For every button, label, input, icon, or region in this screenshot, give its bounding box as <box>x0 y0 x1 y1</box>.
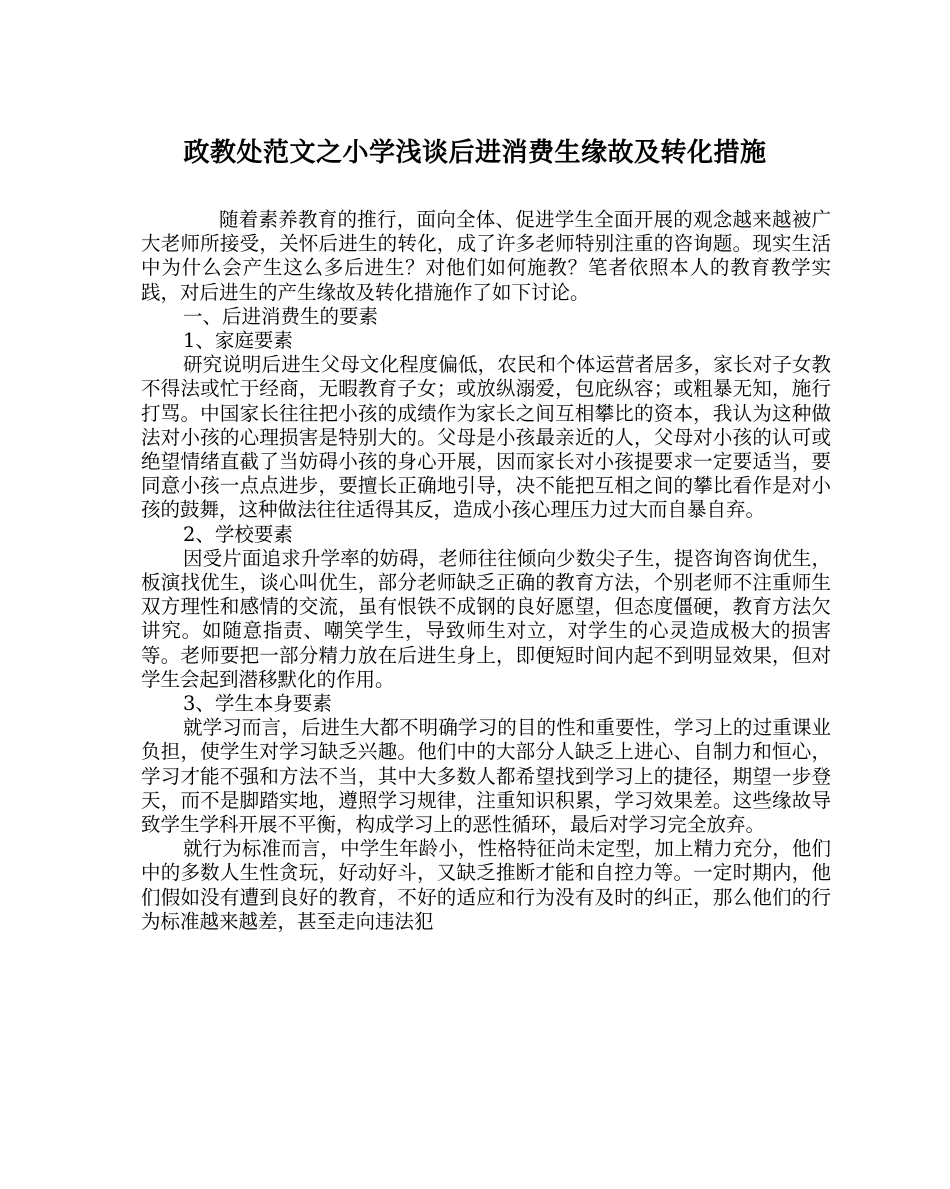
document-title: 政教处范文之小学浅谈后进消费生缘故及转化措施 <box>183 138 767 168</box>
subheading-school: 2、学校要素 <box>183 522 293 546</box>
paragraph-study: 就学习而言，后进生大都不明确学习的目的性和重要性，学习上的过重课业负担，使学生对学习缺乏兴趣。他们中的大部分人缺乏上进心、自制力和恒心，学习才能不强和方法不当，其中大多数人都希望找到学习上的捷径，期望一步登天，而不是脚踏实地，遵照学习规律，注重知识积累，学习效果差。这些缘故导致学生学科开展不平衡，构成学习上的恶性循环，最后对学习完全放弃。 <box>141 716 831 837</box>
document-body <box>141 208 831 934</box>
subheading-family: 1、家庭要素 <box>183 329 293 353</box>
paragraph-school: 因受片面追求升学率的妨碍，老师往往倾向少数尖子生，提咨询咨询优生，板演找优生，谈心叫优生，部分老师缺乏正确的教育方法，个别老师不注重师生双方理性和感情的交流，虽有恨铁不成钢的良好愿望，但态度僵硬，教育方法欠讲究。如随意指责、嘲笑学生，导致师生对立，对学生的心灵造成极大的损害等。老师要把一部分精力放在后进生身上，即便短时间内起不到明显效果，但对学生会起到潜移默化的作用。 <box>141 546 831 691</box>
subheading-student: 3、学生本身要素 <box>183 692 332 716</box>
paragraph-family: 研究说明后进生父母文化程度偏低，农民和个体运营者居多，家长对子女教不得法或忙于经商，无暇教育子女；或放纵溺爱，包庇纵容；或粗暴无知，施行打骂。中国家长往往把小孩的成绩作为家长之间互相攀比的资本，我认为这种做法对小孩的心理损害是特别大的。父母是小孩最亲近的人，父母对小孩的认可或绝望情绪直截了当妨碍小孩的身心开展，因而家长对小孩提要求一定要适当，要同意小孩一点点进步，要擅长正确地引导，决不能把互相之间的攀比看作是对小孩的鼓舞，这种做法往往适得其反，造成小孩心理压力过大而自暴自弃。 <box>141 353 831 522</box>
paragraph-intro: 随着素养教育的推行，面向全体、促进学生全面开展的观念越来越被广大老师所接受，关怀后进生的转化，成了许多老师特别注重的咨询题。现实生活中为什么会产生这么多后进生？对他们如何施教？笔者依照本人的教育教学实践，对后进生的产生缘故及转化措施作了如下讨论。 <box>141 208 831 304</box>
paragraph-behavior: 就行为标准而言，中学生年龄小，性格特征尚未定型，加上精力充分，他们中的多数人生性贪玩，好动好斗，又缺乏推断才能和自控力等。一定时期内，他们假如没有遭到良好的教育，不好的适应和行为没有及时的纠正，那么他们的行为标准越来越差，甚至走向违法犯 <box>141 837 831 933</box>
section-heading-factors: 一、后进消费生的要素 <box>183 304 379 328</box>
